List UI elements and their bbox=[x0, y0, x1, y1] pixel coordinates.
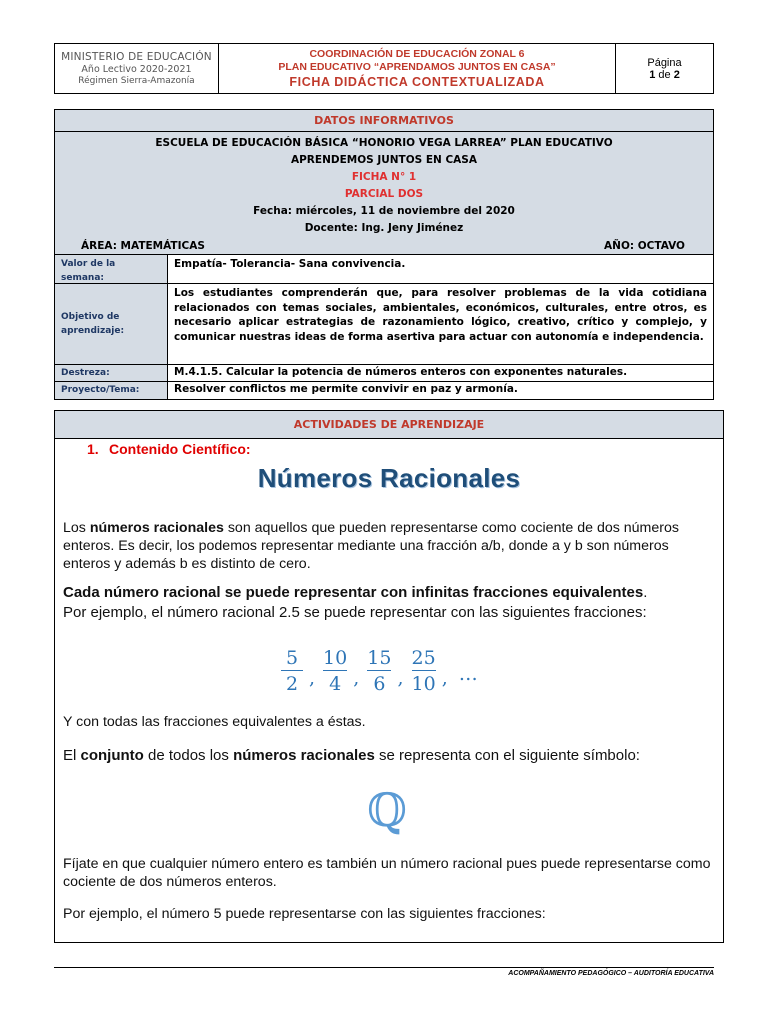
fraction: $\frac{15}{6}$ bbox=[367, 646, 392, 695]
info-key: Destreza: bbox=[55, 365, 168, 381]
school-year: Año Lectivo 2020-2021 bbox=[81, 64, 192, 75]
page-number: 1 de 2 bbox=[649, 68, 680, 81]
header-titles bbox=[219, 44, 616, 93]
area: ÁREA: MATEMÁTICAS bbox=[81, 240, 205, 252]
rational-set-symbol: ℚ bbox=[367, 783, 408, 837]
ficha-title: FICHA DIDÁCTICA CONTEXTUALIZADA bbox=[289, 74, 545, 89]
page-label: Página bbox=[647, 56, 682, 69]
section-heading: 1. Contenido Científico: bbox=[87, 441, 251, 457]
ministry-logo-block bbox=[55, 44, 219, 93]
paragraph-equivalent: Cada número racional se puede representar con infinitas fracciones equivalentes. Por ejemplo, el número racional 2.5 se puede representar con las siguientes fracciones: bbox=[63, 584, 648, 621]
info-row-proyecto bbox=[55, 382, 713, 399]
info-key: Objetivo de aprendizaje: bbox=[55, 284, 168, 364]
fractions-example: $\frac{5}{2}$ , $\frac{10}{4}$ , $\frac{15}{6}$ , $\frac{25}{10}$ , … bbox=[278, 641, 478, 701]
main-title: Números Racionales bbox=[257, 463, 521, 493]
date: Fecha: miércoles, 11 de noviembre del 2020 bbox=[253, 205, 515, 217]
info-key: Proyecto/Tema: bbox=[55, 382, 168, 399]
info-key: Valor de la semana: bbox=[55, 255, 168, 283]
info-value: M.4.1.5. Calcular la potencia de números enteros con exponentes naturales. bbox=[174, 366, 628, 378]
info-title: DATOS INFORMATIVOS bbox=[55, 110, 713, 132]
page-indicator bbox=[616, 44, 713, 93]
info-value: Resolver conflictos me permite convivir en paz y armonía. bbox=[174, 383, 518, 395]
area-row bbox=[55, 239, 713, 255]
school-line-2: APRENDEMOS JUNTOS EN CASA bbox=[290, 154, 477, 166]
ellipsis: … bbox=[458, 663, 478, 685]
regime: Régimen Sierra-Amazonía bbox=[78, 76, 195, 86]
info-row-valor bbox=[55, 255, 713, 284]
activities-title: ACTIVIDADES DE APRENDIZAJE bbox=[55, 411, 723, 439]
paragraph-example-five: Por ejemplo, el número 5 puede representarse con las siguientes fracciones: bbox=[63, 906, 546, 922]
info-value: Empatía- Tolerancia- Sana convivencia. bbox=[174, 258, 406, 270]
info-table bbox=[54, 109, 714, 400]
paragraph-set: El conjunto de todos los números racionales se representa con el siguiente símbolo: bbox=[63, 747, 640, 764]
info-value: Los estudiantes comprenderán que, para resolver problemas de la vida cotidiana relacionados con temas sociales, ambientales, económicos, culturales, entre otros, es necesario aplicar estrategias de razonamiento lógico, creativo, crítico y complejo, y comunicar nuestras ideas de forma asertiva para actuar con autonomía e independencia. bbox=[174, 287, 707, 343]
document-header bbox=[54, 43, 714, 94]
info-row-destreza bbox=[55, 365, 713, 382]
coordination-title: COORDINACIÓN DE EDUCACIÓN ZONAL 6 bbox=[309, 47, 525, 60]
ministry-name: MINISTERIO DE EDUCACIÓN bbox=[61, 51, 212, 63]
paragraph-equivalents: Y con todas las fracciones equivalentes a éstas. bbox=[63, 714, 366, 730]
fraction: $\frac{25}{10}$ bbox=[411, 646, 436, 695]
fraction: $\frac{5}{2}$ bbox=[281, 646, 303, 697]
footer-divider bbox=[54, 967, 714, 968]
school-block bbox=[55, 132, 713, 239]
paragraph-integers: Fíjate en que cualquier número entero es también un número racional pues puede representarse como cociente de dos números enteros. bbox=[63, 856, 711, 890]
info-row-objetivo bbox=[55, 284, 713, 365]
teacher: Docente: Ing. Jeny Jiménez bbox=[304, 222, 464, 234]
grade: AÑO: OCTAVO bbox=[604, 240, 685, 252]
ficha-number: FICHA N° 1 bbox=[351, 171, 417, 183]
activities-box bbox=[54, 410, 724, 943]
footer-text: ACOMPAÑAMIENTO PEDAGÓGICO – AUDITORÍA EDUCATIVA bbox=[508, 970, 714, 977]
paragraph-definition: Los números racionales son aquellos que pueden representarse como cociente de dos números enteros. Es decir, los podemos representar mediante una fracción a/b, donde a y b son números enteros y además b es distinto de cero. bbox=[63, 520, 679, 572]
school-line-1: ESCUELA DE EDUCACIÓN BÁSICA “HONORIO VEGA LARREA” PLAN EDUCATIVO bbox=[155, 137, 613, 149]
plan-title: PLAN EDUCATIVO “APRENDAMOS JUNTOS EN CASA” bbox=[278, 60, 556, 73]
fraction: $\frac{10}{4}$ bbox=[323, 646, 348, 695]
parcial: PARCIAL DOS bbox=[344, 188, 424, 200]
